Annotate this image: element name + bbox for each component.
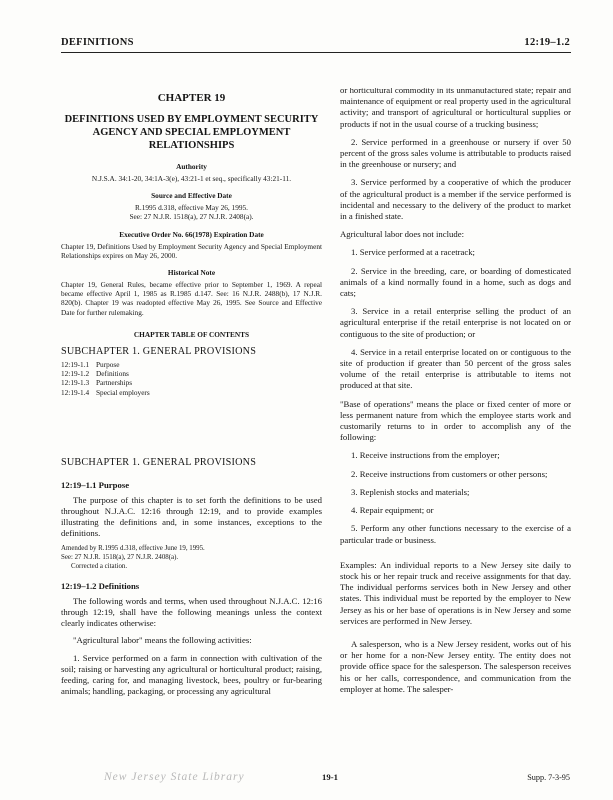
historical-note-text: Chapter 19, General Rules, became effective prior to September 1, 1969. A repeal became effective April 1, 1985 as R.1985 d.147. See: 16 N.J.R. 2488(b), 17 N.J.R. 820(b). Chapter 19 was readopted effective May 26, 1995. See Source and Effective Date for further rulemaking. bbox=[61, 280, 322, 317]
authority-heading: Authority bbox=[176, 162, 207, 171]
agricultural-labor-item-2: 2. Service performed in a greenhouse or nursery if over 50 percent of the gross sales volume is attributable to products raised in the greenhouse or nursery; and bbox=[340, 136, 571, 170]
amendment-line: Corrected a citation. bbox=[71, 562, 128, 570]
amendment-note bbox=[61, 545, 322, 571]
base-item-3: 3. Replenish stocks and materials; bbox=[351, 486, 470, 497]
chapter-title: DEFINITIONS USED BY EMPLOYMENT SECURITY AGENCY AND SPECIAL EMPLOYMENT RELATIONSHIPS bbox=[64, 114, 319, 151]
toc-list bbox=[61, 360, 322, 397]
example-paragraph-2: A salesperson, who is a New Jersey resident, works out of his or her home for a non-New Jersey entity. The entity does not provide office space for the salesperson. The salesperson receives his or her calls, correspondence, and communication from the employer at home. The salesper- bbox=[340, 638, 571, 694]
toc-section-label: Special employers bbox=[96, 387, 150, 397]
exclusion-item-2: 2. Service in the breeding, care, or boarding of domesticated animals of a kind normally found in a home, such as dogs and cats; bbox=[340, 265, 571, 299]
executive-order-text: Chapter 19, Definitions Used by Employment Security Agency and Special Employment Relationships expires on May 26, 2000. bbox=[61, 241, 322, 260]
base-of-operations-definition: "Base of operations" means the place or fixed center of more or less permanent nature from which the employee starts work and customarily returns to in order to accomplish any of the following: bbox=[340, 398, 571, 443]
toc-row bbox=[61, 378, 322, 387]
paragraph-continued: or horticultural commodity in its unmanufactured state; repair and maintenance of equipment or real property used in the agricultural activity; and transport of agricultural or horticultural supplies or products if not in the usual course of a trucking business; bbox=[340, 88, 571, 129]
toc-section-label: Purpose bbox=[96, 359, 120, 369]
right-column bbox=[340, 88, 571, 758]
example-paragraph-1: Examples: An individual reports to a New Jersey site daily to stock his or her repair truck and receive assignments for that day. The individual performs services both in New Jersey and other states. This individual must be reported by the employer to New Jersey as his or her base of operations is in New Jersey and some services are performed in New Jersey. bbox=[340, 559, 571, 626]
exclusions-intro: Agricultural labor does not include: bbox=[340, 229, 465, 240]
toc-title: CHAPTER TABLE OF CONTENTS bbox=[133, 329, 250, 339]
page-number: 19-1 bbox=[322, 772, 338, 782]
left-column bbox=[61, 88, 322, 758]
purpose-paragraph: The purpose of this chapter is to set forth the definitions to be used throughout N.J.A.C. 12:16 through 12:19, and to provide examples illustrating the definitions and, in some instances, exceptions to the definitions. bbox=[61, 495, 322, 539]
toc-row bbox=[61, 360, 322, 369]
toc-row bbox=[61, 388, 322, 397]
source-line-1: R.1995 d.318, effective May 26, 1995. bbox=[135, 203, 248, 213]
toc-subchapter: SUBCHAPTER 1. GENERAL PROVISIONS bbox=[61, 345, 257, 357]
agricultural-labor-item-3: 3. Service performed by a cooperative of which the producer of the agricultural product is a member if the service performed is incidental and necessary to the delivery of the product to market in a finished state. bbox=[340, 177, 571, 222]
running-header-title: DEFINITIONS bbox=[61, 37, 134, 48]
source-line-2: See: 27 N.J.R. 1518(a), 27 N.J.R. 2408(a). bbox=[129, 212, 254, 222]
running-header-section: 12:19–1.2 bbox=[524, 37, 570, 48]
toc-section-number: 12:19-1.2 bbox=[61, 369, 90, 379]
base-item-5: 5. Perform any other functions necessary to the exercise of a particular trade or business. bbox=[340, 523, 571, 545]
toc-section-label: Definitions bbox=[96, 369, 129, 379]
section-heading-purpose: 12:19–1.1 Purpose bbox=[61, 480, 130, 491]
section-heading-definitions: 12:19–1.2 Definitions bbox=[61, 581, 140, 592]
header-rule bbox=[61, 52, 571, 53]
toc-section-number: 12:19-1.3 bbox=[61, 378, 90, 388]
base-item-4: 4. Repair equipment; or bbox=[351, 505, 434, 516]
toc-section-number: 12:19-1.4 bbox=[61, 387, 90, 397]
subchapter-heading: SUBCHAPTER 1. GENERAL PROVISIONS bbox=[61, 457, 257, 469]
toc-section-label: Partnerships bbox=[96, 378, 133, 388]
chapter-number: CHAPTER 19 bbox=[157, 92, 226, 104]
library-watermark: New Jersey State Library bbox=[104, 771, 245, 783]
exclusion-item-1: 1. Service performed at a racetrack; bbox=[351, 247, 475, 258]
agricultural-labor-definition: "Agricultural labor" means the following activities: bbox=[73, 635, 252, 646]
base-item-2: 2. Receive instructions from customers or other persons; bbox=[351, 468, 548, 479]
toc-row bbox=[61, 369, 322, 378]
historical-note-heading: Historical Note bbox=[167, 268, 216, 278]
agricultural-labor-item-1: 1. Service performed on a farm in connection with cultivation of the soil; raising or harvesting any agricultural or horticultural product; raising, feeding, caring for, and managing livestock, bees, poultry or fur-bearing animals; handling, packaging, or processing any agricultural bbox=[61, 652, 322, 696]
amendment-line: See: 27 N.J.R. 1518(a), 27 N.J.R. 2408(a). bbox=[61, 553, 179, 561]
exclusion-item-4: 4. Service in a retail enterprise located on or contiguous to the site of production if greater than 50 percent of the gross sales volume of the retail enterprise is attributable to items not produced at that site. bbox=[340, 346, 571, 391]
definitions-intro: The following words and terms, when used throughout N.J.A.C. 12:16 through 12:19, shall have the following meanings unless the context clearly indicates otherwise: bbox=[61, 596, 322, 629]
toc-section-number: 12:19-1.1 bbox=[61, 359, 90, 369]
amendment-line: Amended by R.1995 d.318, effective June 19, 1995. bbox=[61, 545, 205, 553]
base-item-1: 1. Receive instructions from the employer; bbox=[351, 450, 500, 461]
authority-text: N.J.S.A. 34:1-20, 34:1A-3(e), 43:21-1 et seq., specifically 43:21-11. bbox=[91, 174, 292, 183]
supplement-date: Supp. 7-3-95 bbox=[527, 773, 570, 782]
executive-order-heading: Executive Order No. 66(1978) Expiration Date bbox=[119, 229, 264, 239]
exclusion-item-3: 3. Service in a retail enterprise selling the product of an agricultural enterprise if the retail enterprise is not located on or contiguous to the site of production; or bbox=[340, 306, 571, 339]
source-heading: Source and Effective Date bbox=[151, 191, 232, 201]
